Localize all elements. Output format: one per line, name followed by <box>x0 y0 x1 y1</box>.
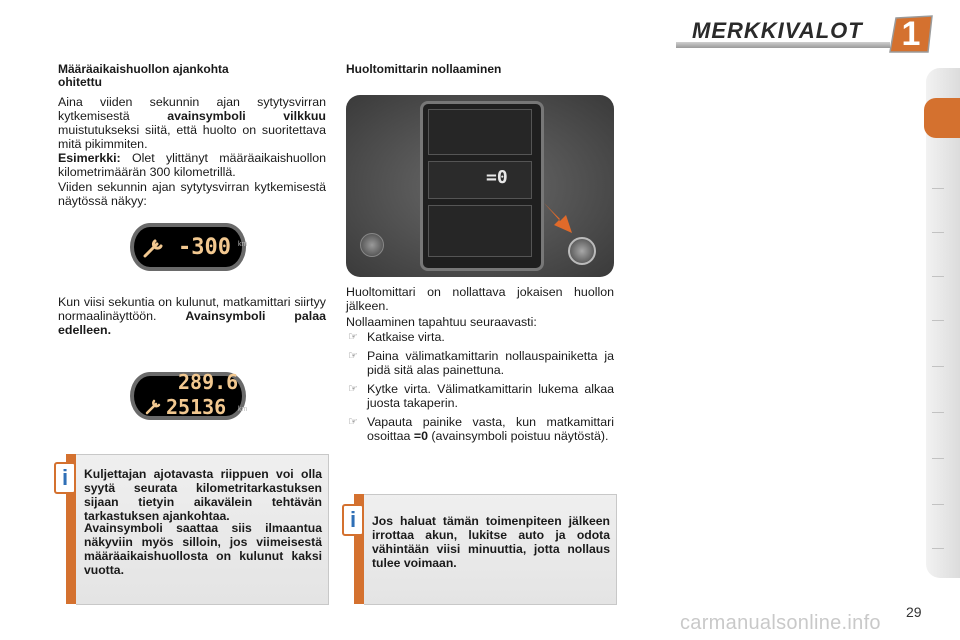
unit-label: km <box>238 406 248 413</box>
section-heading-reset: Huoltomittarin nollaaminen <box>346 62 502 76</box>
tab-divider <box>932 412 944 413</box>
wrench-icon <box>144 398 164 416</box>
page-number: 29 <box>906 604 922 620</box>
paragraph-example: Esimerkki: Olet ylittänyt määräaikaishuollon kilometrimäärän 300 kilometrillä. <box>58 151 326 179</box>
paragraph-reset-how: Nollaaminen tapahtuu seuraavasti: <box>346 315 537 329</box>
reset-step: ☞ Vapauta painike vasta, kun matkamittari osoittaa =0 (avainsymboli poistuu näytöstä). <box>348 415 614 443</box>
chapter-badge <box>888 14 934 54</box>
odometer-display-overdue <box>120 215 256 279</box>
paragraph-reset-intro: Huoltomittari on nollattava jokaisen huollon jälkeen. <box>346 285 614 313</box>
tab-divider <box>932 276 944 277</box>
reset-display-value: =0 <box>486 167 508 188</box>
trip-reset-button[interactable] <box>568 237 596 265</box>
unit-label: km <box>238 241 248 248</box>
panel-knob-left <box>360 233 384 257</box>
tab-divider <box>932 188 944 189</box>
tab-divider <box>932 504 944 505</box>
chapter-number: 1 <box>901 15 921 53</box>
instrument-panel-photo <box>346 95 614 277</box>
watermark: carmanualsonline.info <box>680 612 881 634</box>
chapter-tab-active[interactable] <box>924 98 960 138</box>
odometer-display-normal <box>120 364 256 428</box>
info-text-2: Avainsymboli saattaa siis ilmaantua näkyviin myös silloin, jos viimeisestä määräaikaishuollosta on kulunut kaksi vuotta. <box>84 521 322 577</box>
wrench-icon <box>142 237 166 259</box>
info-text-reset: Jos haluat tämän toimenpiteen jälkeen irrottaa akun, lukitse auto ja odota vähintään viisi minuuttia, jotta nollaus tulee voimaan. <box>372 514 610 570</box>
section-heading-overdue: Määräaikaishuollon ajankohta ohitettu <box>58 62 229 89</box>
info-text-1: Kuljettajan ajotavasta riippuen voi olla syytä seurata kilometritarkastuksen sijaan tietyin aikavälein tehtävän tarkastuksen ajankohtaa. <box>84 467 322 523</box>
trip-value: 289.6 <box>178 370 239 394</box>
tab-divider <box>932 320 944 321</box>
reset-step: ☞ Katkaise virta. <box>348 330 445 344</box>
tab-divider <box>932 548 944 549</box>
reset-steps <box>346 330 614 448</box>
info-icon: i <box>54 462 76 494</box>
paragraph-after-five-seconds: Kun viisi sekuntia on kulunut, matkamittari siirtyy normaalinäyttöön. Avainsymboli palaa edelleen. <box>58 295 326 337</box>
chapter-tabs <box>926 68 960 578</box>
paragraph-reminder: Aina viiden sekunnin ajan sytytysvirran kytkemisestä avainsymboli vilkkuu muistutukseksi siitä, että huolto on suoritettava mitä pikimmiten. <box>58 95 326 151</box>
arrow-icon <box>536 195 576 237</box>
page-title: MERKKIVALOT <box>692 18 863 43</box>
info-icon: i <box>342 504 364 536</box>
tab-divider <box>932 232 944 233</box>
reset-step: ☞ Kytke virta. Välimatkamittarin lukema alkaa juosta takaperin. <box>348 382 614 410</box>
reset-step: ☞ Paina välimatkamittarin nollauspainiketta ja pidä sitä alas painettuna. <box>348 349 614 377</box>
paragraph-display-shows: Viiden sekunnin ajan sytytysvirran kytkemisestä näytössä näkyy: <box>58 180 326 208</box>
total-km-value: 25136 <box>166 395 227 419</box>
tab-divider <box>932 366 944 367</box>
tab-divider <box>932 458 944 459</box>
odometer-value: -300 <box>178 235 231 260</box>
